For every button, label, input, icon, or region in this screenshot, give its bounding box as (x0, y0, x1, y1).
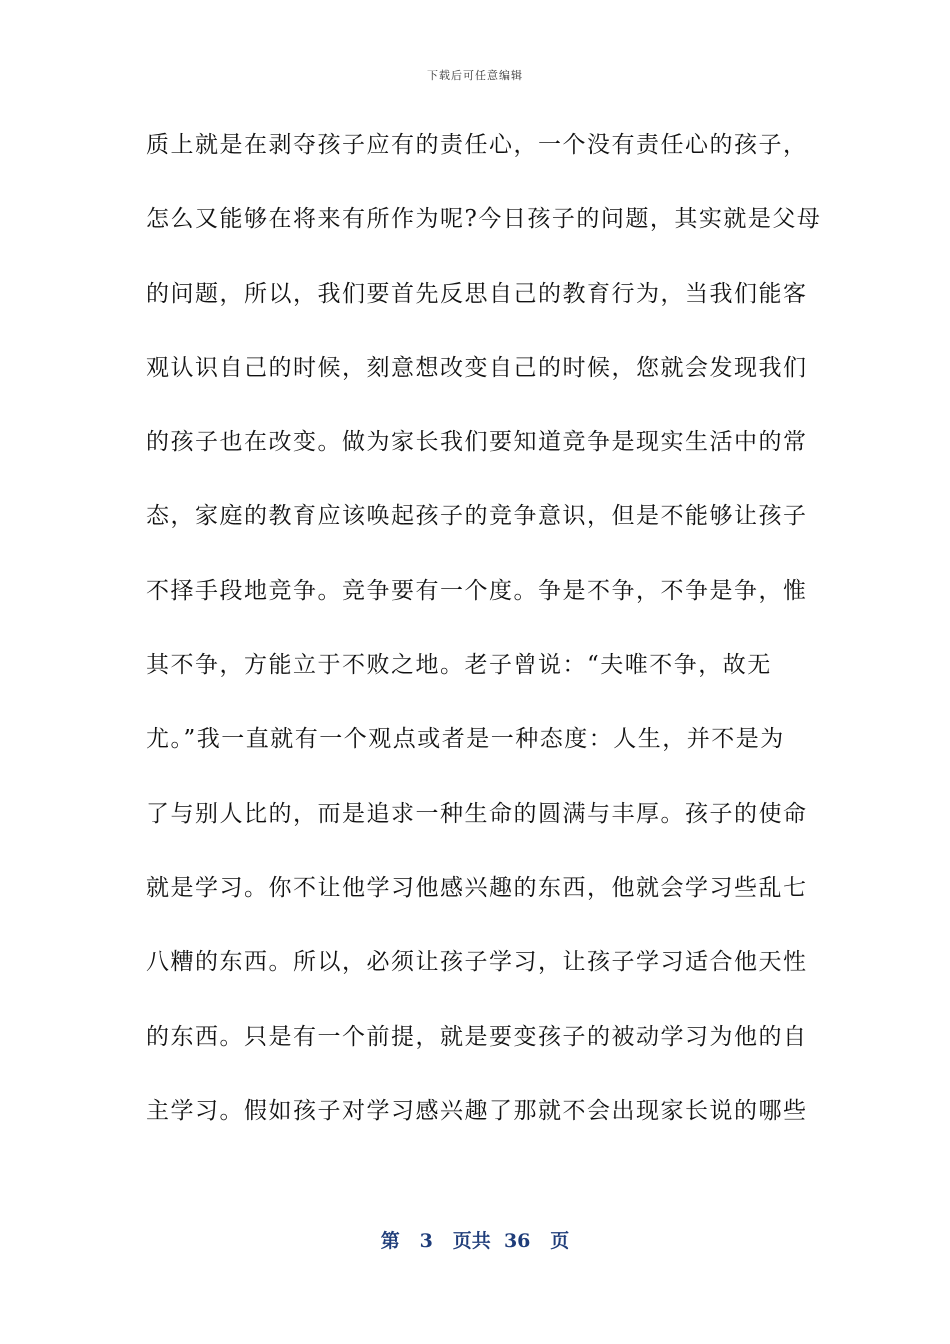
text-line: 其不争，方能立于不败之地。老子曾说：“夫唯不争，故无 (146, 652, 772, 679)
text-line: 了与别人比的，而是追求一种生命的圆满与丰厚。孩子的使命 (146, 800, 808, 827)
text-line: 的东西。只是有一个前提，就是要变孩子的被动学习为他的自 (146, 1023, 808, 1050)
text-line: 尤。”我一直就有一个观点或者是一种态度：人生，并不是为 (146, 726, 785, 753)
text-line: 的孩子也在改变。做为家长我们要知道竞争是现实生活中的常 (146, 429, 808, 456)
text-line: 不择手段地竞争。竞争要有一个度。争是不争，不争是争，惟 (146, 577, 808, 604)
current-page-number: 3 (419, 1230, 433, 1252)
page-label-prefix: 第 (380, 1230, 400, 1252)
text-line: 就是学习。你不让他学习他感兴趣的东西，他就会学习些乱七 (146, 874, 808, 901)
page-number-footer (0, 1226, 950, 1253)
text-line: 质上就是在剥夺孩子应有的责任心，一个没有责任心的孩子， (146, 132, 808, 158)
text-line: 观认识自己的时候，刻意想改变自己的时候，您就会发现我们 (146, 354, 808, 381)
text-line: 主学习。假如孩子对学习感兴趣了那就不会出现家长说的哪些 (146, 1097, 808, 1124)
total-pages-number: 36 (503, 1230, 531, 1252)
text-line: 八糟的东西。所以，必须让孩子学习，让孩子学习适合他天性 (146, 949, 808, 976)
text-line: 的问题，所以，我们要首先反思自己的教育行为，当我们能客 (146, 280, 808, 307)
text-line: 怎么又能够在将来有所作为呢?今日孩子的问题，其实就是父母 (146, 206, 822, 233)
page-label-mid: 页共 (452, 1230, 491, 1252)
page-label-suffix: 页 (550, 1230, 570, 1252)
header-note: 下载后可任意编辑 (427, 69, 523, 82)
text-line: 态，家庭的教育应该唤起孩子的竞争意识，但是不能够让孩子 (146, 503, 808, 530)
body-text (146, 128, 822, 1168)
